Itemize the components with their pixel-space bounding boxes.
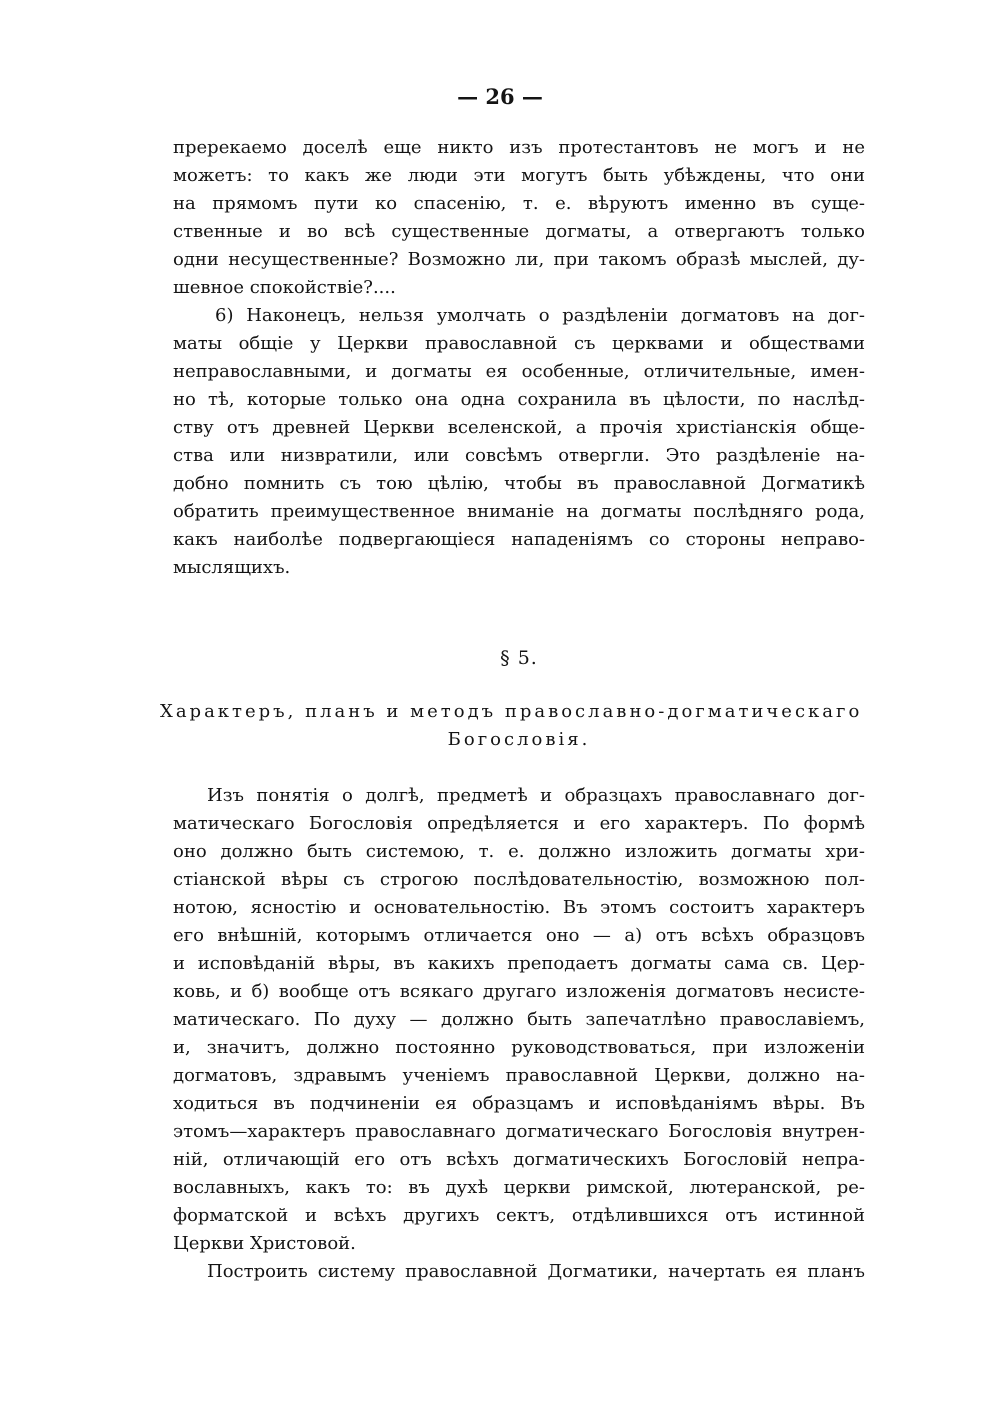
- text-line: мыслящихъ.: [173, 557, 291, 578]
- text-line: можетъ: то какъ же люди эти могутъ быть убѣждены, что они: [173, 165, 865, 186]
- text-line: форматской и всѣхъ другихъ сектъ, отдѣлившихся отъ истинной: [173, 1205, 865, 1226]
- text-line: Изъ понятія о долгѣ, предметѣ и образцахъ православнаго дог-: [207, 785, 865, 806]
- text-line: нотою, ясностію и основательностію. Въ этомъ состоитъ характеръ: [173, 897, 865, 918]
- section-title: Характеръ, планъ и методъ православно-догматическаго: [160, 701, 863, 722]
- text-line: вославныхъ, какъ то: въ духѣ церкви римской, лютеранской, ре-: [173, 1177, 865, 1198]
- section-title: Богословія.: [447, 729, 591, 750]
- text-line: пререкаемо доселѣ еще никто изъ протестантовъ не могъ и не: [173, 137, 865, 158]
- text-line: и исповѣданій вѣры, въ какихъ преподаетъ догматы сама св. Цер-: [173, 953, 865, 974]
- text-line: на прямомъ пути ко спасенію, т. е. вѣруютъ именно въ суще-: [173, 193, 865, 214]
- text-line: ству отъ древней Церкви вселенской, а прочія христіанскія обще-: [173, 417, 865, 438]
- text-line: стіанской вѣры съ строгою послѣдовательностію, возможною пол-: [173, 869, 865, 890]
- text-line: матическаго Богословія опредѣляется и его характеръ. По формѣ: [173, 813, 865, 834]
- text-line: маты общіе у Церкви православной съ церквами и обществами: [173, 333, 865, 354]
- page-number: — 26 —: [457, 84, 543, 109]
- text-line: ства или низвратили, или совсѣмъ отвергли. Это раздѣленіе на-: [173, 445, 865, 466]
- text-line: Построить систему православной Догматики, начертать ея планъ: [207, 1261, 865, 1282]
- text-line: одни несущественные? Возможно ли, при такомъ образѣ мыслей, ду-: [173, 249, 865, 270]
- text-line: но тѣ, которые только она одна сохранила въ цѣлости, по наслѣд-: [173, 389, 865, 410]
- text-line: какъ наиболѣе подвергающіеся нападеніямъ со стороны неправо-: [173, 529, 865, 550]
- text-line: ходиться въ подчиненіи ея образцамъ и исповѣданіямъ вѣры. Въ: [173, 1093, 865, 1114]
- text-line: догматовъ, здравымъ ученіемъ православной Церкви, должно на-: [173, 1065, 865, 1086]
- text-line: ковь, и б) вообще отъ всякаго другаго изложенія догматовъ несисте-: [173, 981, 865, 1002]
- text-line: 6) Наконецъ, нельзя умолчать о раздѣленіи догматовъ на дог-: [215, 305, 865, 326]
- text-line: и, значитъ, должно постоянно руководствоваться, при изложеніи: [173, 1037, 865, 1058]
- text-line: Церкви Христовой.: [173, 1233, 356, 1254]
- text-line: шевное спокойствіе?....: [173, 277, 396, 298]
- text-line: обратить преимущественное вниманіе на догматы послѣдняго рода,: [173, 501, 865, 522]
- section-number: § 5.: [500, 647, 538, 669]
- text-line: этомъ—характеръ православнаго догматическаго Богословія внутрен-: [173, 1121, 865, 1142]
- text-line: добно помнить съ тою цѣлію, чтобы въ православной Догматикѣ: [173, 473, 865, 494]
- text-line: оно должно быть системою, т. е. должно изложить догматы хри-: [173, 841, 865, 862]
- text-line: ній, отличающій его отъ всѣхъ догматическихъ Богословій непра-: [173, 1149, 865, 1170]
- text-line: неправославными, и догматы ея особенные, отличительные, имен-: [173, 361, 865, 382]
- text-line: его внѣшній, которымъ отличается оно — а) отъ всѣхъ образцовъ: [173, 925, 865, 946]
- text-line: ственные и во всѣ существенные догматы, а отвергаютъ только: [173, 221, 865, 242]
- text-line: матическаго. По духу — должно быть запечатлѣно православіемъ,: [173, 1009, 865, 1030]
